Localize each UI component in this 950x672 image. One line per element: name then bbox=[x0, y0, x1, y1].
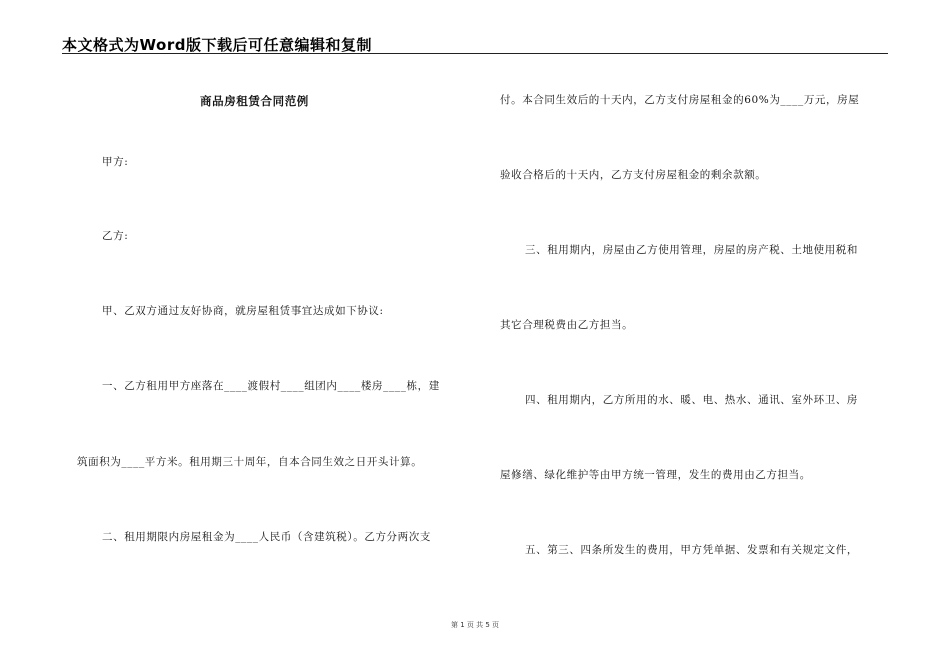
party-a-line: 甲方: bbox=[102, 156, 129, 168]
page-indicator: 第 1 页 共 5 页 bbox=[450, 621, 500, 629]
header-divider bbox=[62, 53, 888, 54]
clause-2-line-1: 二、租用期限内房屋租金为____人民币（含建筑税）。乙方分两次支 bbox=[102, 531, 431, 543]
clause-1-line-1: 一、乙方租用甲方座落在____渡假村____组团内____楼房____栋，建 bbox=[102, 380, 440, 392]
header-banner: 本文格式为Word版下载后可任意编辑和复制 bbox=[62, 36, 372, 54]
party-b-line: 乙方: bbox=[102, 230, 129, 242]
clause-3-line-1: 三、租用期内，房屋由乙方使用管理，房屋的房产税、土地使用税和 bbox=[525, 244, 858, 256]
clause-4-line-1: 四、租用期内，乙方所用的水、暖、电、热水、通讯、室外环卫、房 bbox=[525, 394, 858, 406]
agreement-intro: 甲、乙双方通过友好协商，就房屋租赁事宜达成如下协议: bbox=[102, 305, 384, 317]
clause-4-line-2: 屋修缮、绿化维护等由甲方统一管理，发生的费用由乙方担当。 bbox=[500, 469, 811, 481]
document-title: 商品房租赁合同范例 bbox=[200, 94, 309, 108]
clause-3-line-2: 其它合理税费由乙方担当。 bbox=[500, 319, 634, 331]
clause-2-line-3: 验收合格后的十天内，乙方支付房屋租金的剩余款额。 bbox=[500, 169, 767, 181]
clause-2-line-2: 付。本合同生效后的十天内，乙方支付房屋租金的60%为____万元，房屋 bbox=[500, 94, 860, 106]
clause-1-line-2: 筑面积为____平方米。租用期三十周年，自本合同生效之日开头计算。 bbox=[77, 456, 423, 468]
clause-5-line-1: 五、第三、四条所发生的费用，甲方凭单据、发票和有关规定文件， bbox=[525, 544, 858, 556]
